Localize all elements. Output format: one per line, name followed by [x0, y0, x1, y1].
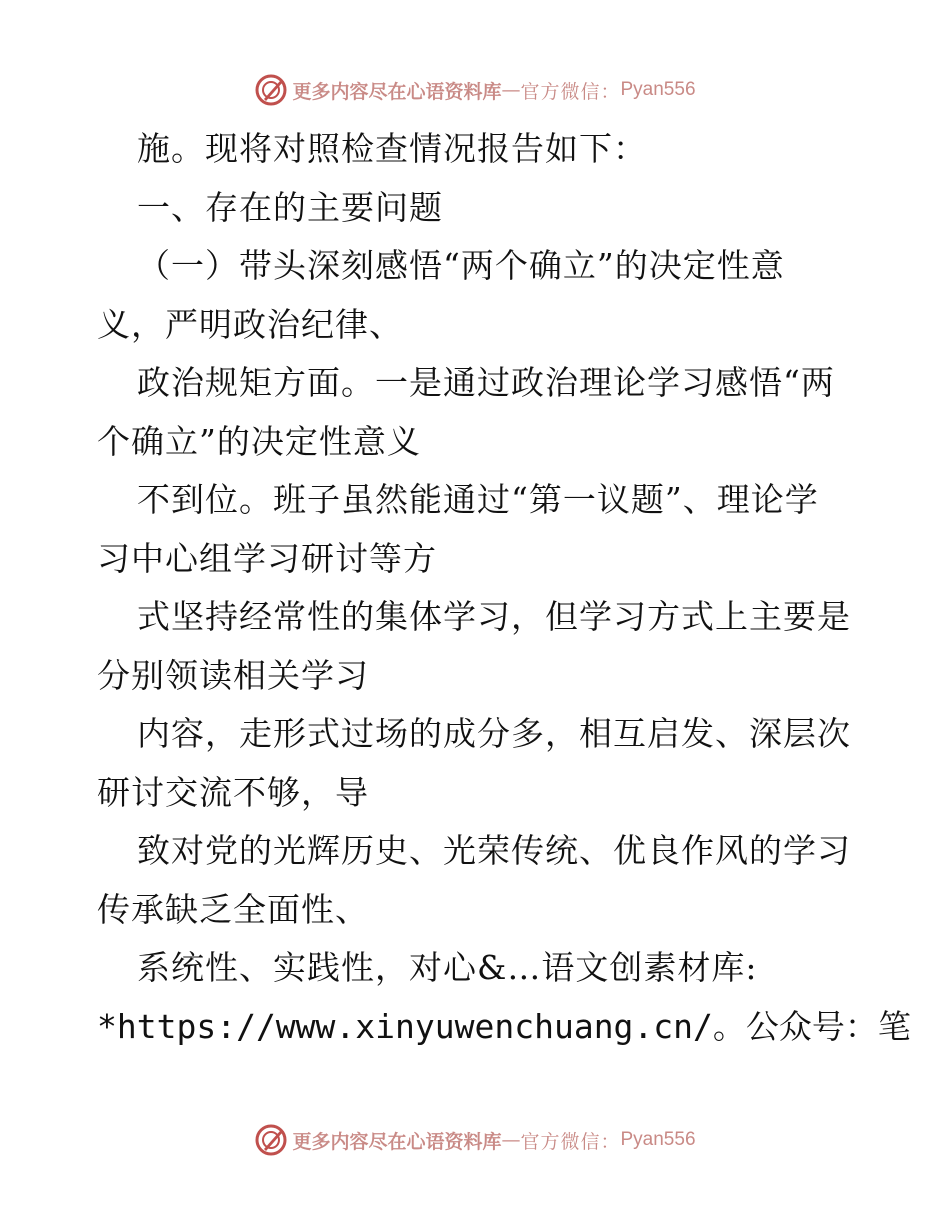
- text-line: 政治规矩方面。一是通过政治理论学习感悟“两: [137, 363, 835, 402]
- text-line: 致对党的光辉历史、光荣传统、优良作风的学习: [137, 831, 851, 870]
- banner-wechat-label: 官方微信：: [520, 1130, 621, 1153]
- text-line: 个确立”的决定性意义: [97, 421, 421, 461]
- footer-watermark-banner: [0, 1120, 950, 1160]
- text-line: 习中心组学习研讨等方: [97, 538, 437, 578]
- text-line: 传承缺乏全面性、: [97, 889, 369, 929]
- banner-title: 更多内容尽在心语资料库: [292, 80, 502, 103]
- text-line: 义，严明政治纪律、: [97, 304, 403, 344]
- text-line: 系统性、实践性，对心&…语文创素材库:: [137, 948, 758, 987]
- banner-wechat-id: Pyan556: [620, 79, 696, 100]
- header-watermark-banner: [0, 70, 950, 110]
- banner-wechat-id: Pyan556: [620, 1129, 696, 1150]
- banner-dash: —: [501, 79, 521, 101]
- text-line: 不到位。班子虽然能通过“第一议题”、理论学: [137, 480, 819, 519]
- library-logo-icon: [254, 1123, 288, 1157]
- text-line: 式坚持经常性的集体学习，但学习方式上主要是: [137, 597, 851, 636]
- subsection-heading: （一）带头深刻感悟“两个确立”的决定性意: [137, 246, 785, 285]
- banner-title: 更多内容尽在心语资料库: [292, 1130, 502, 1153]
- document-body: [97, 120, 911, 1056]
- section-heading: 一、存在的主要问题: [137, 187, 443, 227]
- banner-dash: —: [501, 1129, 521, 1151]
- text-line: 研讨交流不够，导: [97, 772, 369, 812]
- text-line: 内容，走形式过场的成分多，相互启发、深层次: [137, 714, 851, 753]
- text-line: 施。现将对照检查情况报告如下：: [137, 129, 647, 168]
- text-line: 分别领读相关学习: [97, 655, 369, 695]
- library-logo-icon: [254, 73, 288, 107]
- url-text-line: *https://www.xinyuwenchuang.cn/。公众号：笔: [97, 1006, 911, 1046]
- banner-wechat-label: 官方微信：: [520, 80, 621, 103]
